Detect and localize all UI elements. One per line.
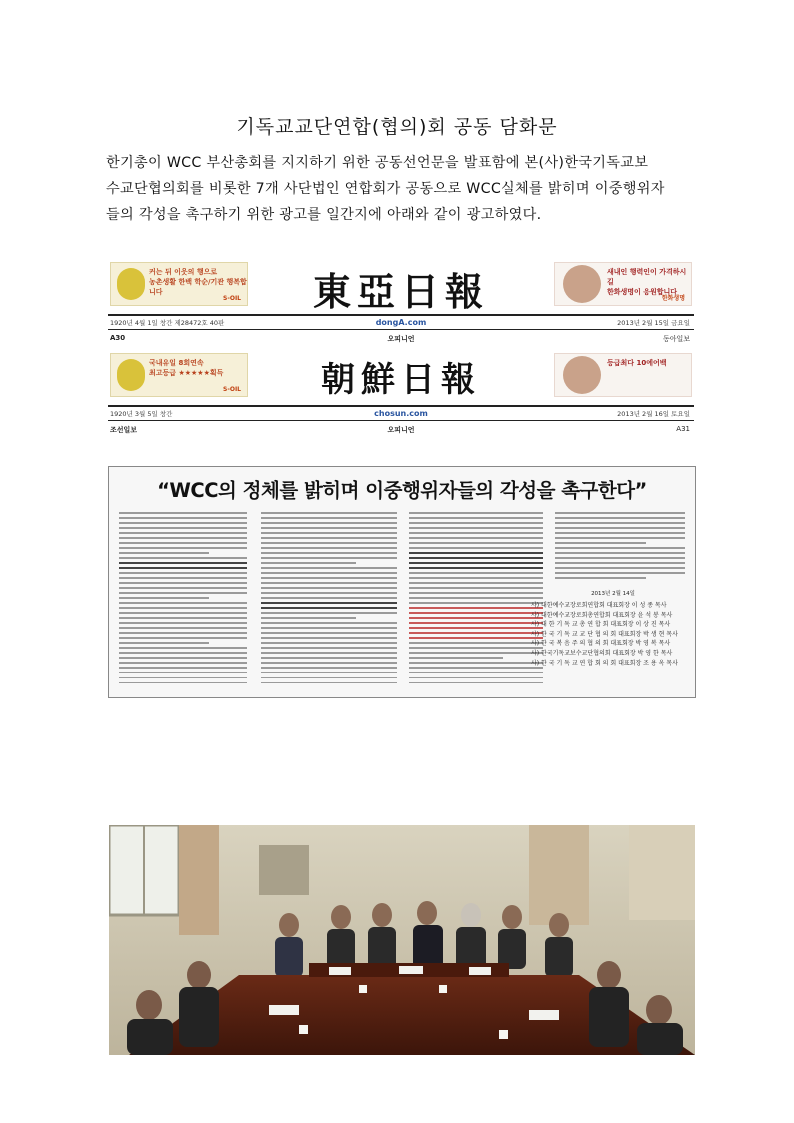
publisher-name: 조선일보 — [110, 426, 138, 434]
text-line — [409, 612, 543, 614]
text-line — [261, 522, 397, 524]
text-line — [409, 622, 543, 624]
intro-line: 한기총이 WCC 부산총회를 지지하기 위한 공동선언문을 발표함에 본(사)한국기독교보 — [106, 155, 649, 171]
text-line — [119, 612, 247, 614]
text-line — [119, 577, 247, 579]
text-line — [261, 542, 397, 544]
text-line — [555, 567, 685, 569]
text-line — [119, 542, 247, 544]
text-line — [261, 627, 397, 629]
text-line — [409, 657, 503, 659]
text-line — [409, 557, 543, 559]
ad-brand: S-OIL — [223, 386, 241, 393]
issue-date: 2013년 2월 15일 금요일 — [617, 319, 690, 327]
donga-masthead: 東亞日報 — [312, 269, 489, 314]
text-line — [261, 667, 397, 669]
ad-brand: 한화생명 — [661, 295, 685, 302]
text-line — [261, 562, 356, 564]
text-line — [261, 547, 397, 549]
text-line — [119, 592, 247, 594]
divider — [108, 420, 694, 421]
text-line — [409, 602, 543, 604]
text-line — [261, 512, 397, 514]
text-line — [261, 607, 397, 609]
text-line — [261, 552, 397, 554]
text-line — [119, 512, 247, 514]
text-line — [261, 532, 397, 534]
founded-info: 1920년 3월 5일 창간 — [110, 410, 173, 418]
ad-text: 커는 뒤 이웃의 행으로 농촌생활 한백 학순/기관 행복합니다 — [149, 268, 247, 296]
text-line — [119, 582, 247, 584]
ad-text: 새내인 행력인이 가격하시길 한화생명이 응원합니다 — [607, 268, 687, 296]
portrait-icon — [563, 356, 601, 394]
signatory-line: 사) 한국기독교보수교단협의회 대표회장 박 영 한 목사 — [531, 649, 673, 657]
text-line — [261, 657, 397, 659]
text-line — [119, 667, 247, 669]
text-line — [409, 592, 543, 594]
text-line — [409, 577, 543, 579]
text-line — [119, 557, 247, 559]
text-line — [409, 572, 543, 574]
text-line — [119, 527, 247, 529]
portrait-icon — [563, 265, 601, 303]
text-line — [409, 527, 543, 529]
text-line — [119, 572, 247, 574]
text-line — [555, 557, 685, 559]
text-line — [555, 542, 646, 544]
text-line — [409, 547, 543, 549]
ad-headline: “WCC의 정체를 밝히며 이중행위자들의 각성을 촉구한다” — [157, 479, 647, 502]
text-line — [119, 627, 247, 629]
text-line — [119, 547, 247, 549]
ad-text-column — [119, 509, 247, 687]
page-number: A31 — [676, 425, 690, 433]
text-line — [409, 532, 543, 534]
text-line — [261, 567, 397, 569]
text-line — [119, 617, 247, 619]
intro-line: 들의 각성을 촉구하기 위한 광고를 일간지에 아래와 같이 광고하였다. — [106, 207, 542, 223]
text-line — [119, 657, 247, 659]
signatory-line: 사) 대 한 기 독 교 총 연 합 회 대표회장 이 상 진 목사 — [531, 621, 671, 629]
text-line — [409, 662, 543, 664]
text-line — [409, 652, 543, 654]
text-line — [261, 587, 397, 589]
text-line — [261, 652, 397, 654]
text-line — [261, 622, 397, 624]
text-line — [409, 537, 543, 539]
ad-text-column — [409, 509, 543, 687]
text-line — [119, 587, 247, 589]
newspaper-masthead-clipping — [108, 258, 694, 440]
text-line — [409, 672, 543, 674]
text-line — [119, 537, 247, 539]
text-line — [409, 617, 543, 619]
text-line — [409, 587, 543, 589]
intro-paragraph — [106, 150, 706, 228]
signatory-line: 사) 한 국 복 음 주 의 협 의 회 대표회장 박 영 복 목사 — [531, 640, 671, 648]
site-url: chosun.com — [374, 409, 428, 418]
text-line — [119, 607, 247, 609]
text-line — [261, 662, 397, 664]
text-line — [555, 572, 685, 574]
text-line — [261, 577, 397, 579]
text-line — [261, 682, 397, 684]
text-line — [119, 532, 247, 534]
ad-text: 등급최다 10에어백 — [607, 359, 667, 367]
meeting-photo — [109, 825, 695, 1055]
text-line — [261, 617, 356, 619]
text-line — [409, 607, 543, 609]
text-line — [409, 597, 543, 599]
text-line — [409, 517, 543, 519]
text-line — [555, 527, 685, 529]
text-line — [261, 592, 397, 594]
text-line — [409, 632, 543, 634]
ad-brand: S-OIL — [223, 295, 241, 302]
site-url: dongA.com — [375, 318, 427, 327]
page-number: A30 — [110, 334, 126, 342]
text-line — [261, 557, 397, 559]
text-line — [409, 582, 543, 584]
text-line — [409, 567, 543, 569]
text-line — [555, 532, 685, 534]
signatory-list — [531, 601, 681, 668]
text-line — [555, 562, 685, 564]
text-line — [261, 597, 397, 599]
text-line — [119, 662, 247, 664]
text-line — [119, 652, 247, 654]
meeting-photo-illustration — [109, 825, 695, 1055]
text-line — [119, 552, 209, 554]
text-line — [409, 682, 543, 684]
document-title: 기독교교단연합(협의)회 공동 담화문 — [236, 116, 558, 138]
text-line — [409, 522, 543, 524]
text-line — [555, 547, 685, 549]
section-name: 오피니언 — [387, 335, 415, 343]
chosun-ad-right — [554, 353, 692, 397]
chosun-masthead-band — [108, 349, 694, 440]
text-line — [119, 647, 247, 649]
text-line — [409, 562, 543, 564]
text-line — [261, 677, 397, 679]
chosun-masthead: 朝鮮日報 — [321, 360, 481, 400]
text-line — [555, 522, 685, 524]
ad-text: 국내유일 8회연속 최고등급 ★★★★★획득 — [149, 359, 224, 377]
text-line — [119, 597, 209, 599]
text-line — [261, 537, 397, 539]
text-line — [409, 647, 543, 649]
divider — [108, 329, 694, 330]
text-line — [409, 627, 543, 629]
text-line — [261, 572, 397, 574]
text-line — [409, 637, 543, 639]
text-line — [555, 552, 685, 554]
intro-line: 수교단협의회를 비롯한 7개 사단법인 연합회가 공동으로 WCC실체를 밝히며 이중행위자 — [106, 181, 665, 197]
donga-masthead-band — [108, 258, 694, 349]
divider — [108, 314, 694, 316]
text-line — [261, 637, 397, 639]
text-line — [261, 612, 397, 614]
donga-ad-right — [554, 262, 692, 306]
ad-text-column — [555, 509, 685, 583]
text-line — [119, 622, 247, 624]
signatory-line: 사) 대한예수교장로회총연합회 대표회장 윤 석 봉 목사 — [531, 611, 673, 619]
publisher-name: 동아일보 — [662, 335, 690, 343]
text-line — [409, 667, 543, 669]
text-line — [119, 677, 247, 679]
text-line — [119, 602, 247, 604]
issue-date: 2013년 2월 16일 토요일 — [617, 410, 690, 418]
ad-date: 2013년 2월 14일 — [591, 591, 635, 597]
text-line — [119, 672, 247, 674]
text-line — [119, 682, 247, 684]
text-line — [409, 552, 543, 554]
text-line — [119, 632, 247, 634]
divider — [108, 405, 694, 407]
text-line — [261, 642, 397, 644]
text-line — [555, 537, 685, 539]
text-line — [119, 517, 247, 519]
text-line — [261, 582, 397, 584]
signatory-line: 사) 대한예수교장로회연합회 대표회장 이 성 종 목사 — [531, 602, 667, 609]
text-line — [119, 562, 247, 564]
section-name: 오피니언 — [387, 426, 415, 434]
text-line — [555, 517, 685, 519]
text-line — [555, 577, 646, 579]
text-line — [119, 567, 247, 569]
text-line — [261, 632, 397, 634]
text-line — [119, 642, 209, 644]
text-line — [261, 517, 397, 519]
text-line — [119, 522, 247, 524]
founded-info: 1920년 4월 1일 창간 제28472호 40판 — [110, 319, 225, 327]
text-line — [261, 602, 397, 604]
text-line — [409, 642, 543, 644]
signatory-line: 사) 한 국 기 독 교 교 단 협 의 회 대표회장 박 생 현 목사 — [531, 630, 678, 638]
text-line — [409, 542, 543, 544]
advertisement-page — [108, 466, 696, 698]
text-line — [119, 637, 247, 639]
text-line — [261, 647, 397, 649]
text-line — [409, 512, 543, 514]
signatory-line: 사) 한 국 기 독 교 연 합 회 의 회 대표회장 조 용 옥 목사 — [531, 659, 678, 667]
text-line — [261, 527, 397, 529]
text-line — [555, 512, 685, 514]
text-line — [261, 672, 397, 674]
text-line — [409, 677, 543, 679]
ad-text-column — [261, 509, 397, 687]
